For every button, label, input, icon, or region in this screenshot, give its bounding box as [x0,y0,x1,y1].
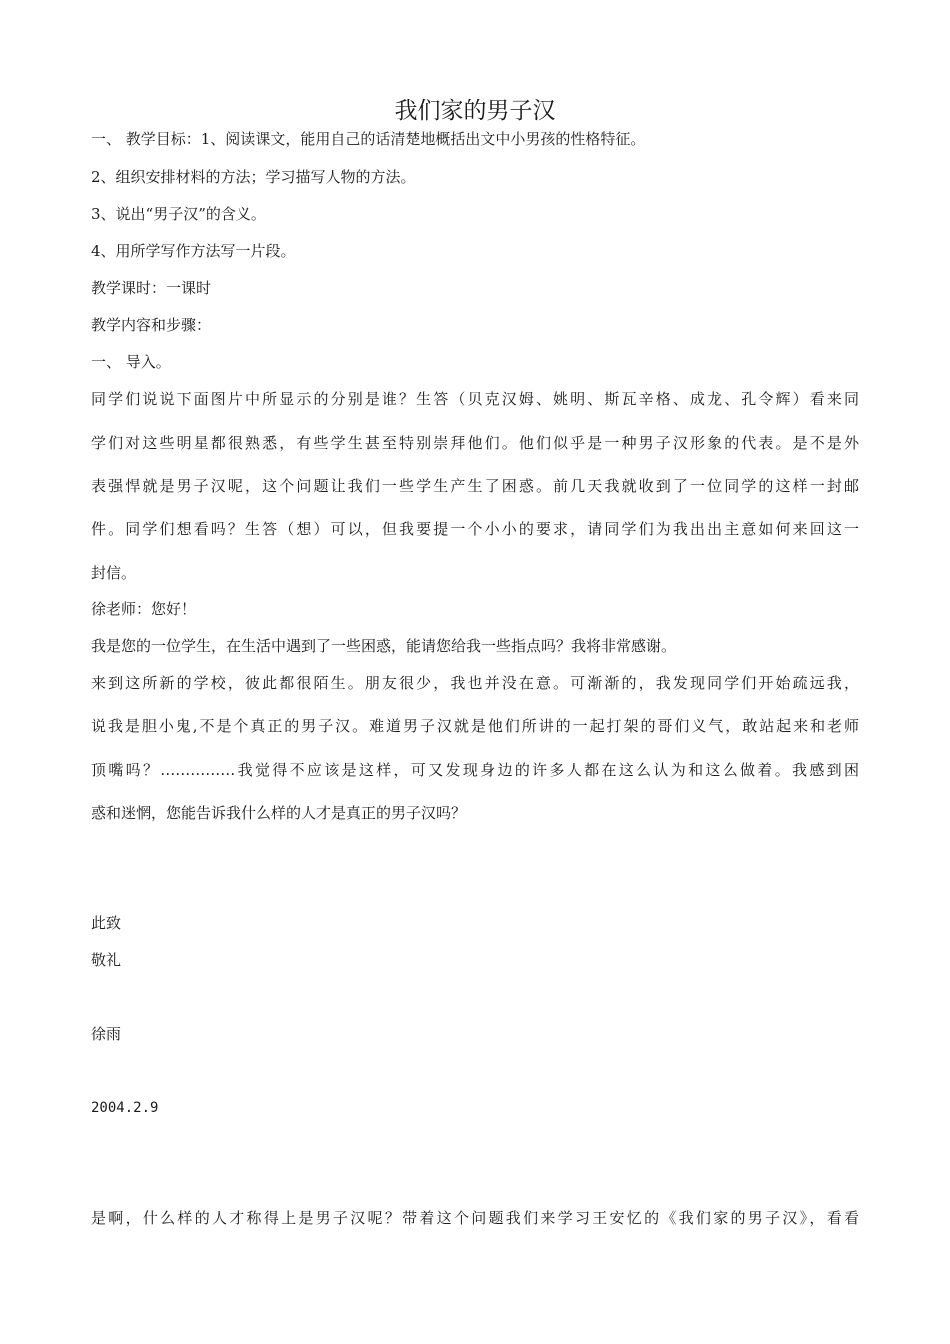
final-paragraph-line: 是啊，什么样的人才称得上是男子汉呢？带着这个问题我们来学习王安忆的《我们家的男子汉》，看看 [91,1209,859,1227]
letter-signature: 徐雨 [91,1025,122,1043]
objective-line-1: 一、 教学目标：1、阅读课文，能用自己的话清楚地概括出文中小男孩的性格特征。 [91,130,646,148]
letter-closing-1: 此致 [91,914,122,932]
objective-line-2: 2、组织安排材料的方法；学习描写人物的方法。 [91,168,416,186]
letter-body-line-1: 来到这所新的学校，彼此都很陌生。朋友很少，我也并没在意。可渐渐的，我发现同学们开始疏远我， [91,674,859,692]
letter-body-line-4: 惑和迷惘，您能告诉我什么样的人才是真正的男子汉吗？ [91,804,467,822]
intro-line-2: 学们对这些明星都很熟悉，有些学生甚至特别崇拜他们。他们似乎是一种男子汉形象的代表。是不是外 [91,434,859,452]
letter-body-line-3: 顶嘴吗？……………我觉得不应该是这样，可又发现身边的许多人都在这么认为和这么做着。我感到困 [91,761,859,779]
letter-closing-2: 敬礼 [91,951,122,969]
intro-line-5: 封信。 [91,564,137,582]
intro-line-1: 同学们说说下面图片中所显示的分别是谁？生答（贝克汉姆、姚明、斯瓦辛格、成龙、孔令辉）看来同 [91,390,859,408]
document-title: 我们家的男子汉 [394,98,556,124]
letter-greeting: 徐老师：您好！ [91,600,197,618]
intro-line-3: 表强悍就是男子汉呢，这个问题让我们一些学生产生了困惑。前几天我就收到了一位同学的这样一封邮 [91,477,859,495]
letter-line-1: 我是您的一位学生，在生活中遇到了一些困惑，能请您给我一些指点吗？我将非常感谢。 [91,637,677,655]
objective-line-4: 4、用所学写作方法写一片段。 [91,242,296,260]
step-one-heading: 一、 导入。 [91,353,171,371]
letter-body-line-2: 说我是胆小鬼,不是个真正的男子汉。难道男子汉就是他们所讲的一起打架的哥们义气，敢站起来和老师 [91,717,859,735]
content-heading: 教学内容和步骤： [91,316,212,334]
intro-line-4: 件。同学们想看吗？生答（想）可以，但我要提一个小小的要求，请同学们为我出出主意如何来回这一 [91,520,859,538]
objective-line-3: 3、说出“男子汉”的含义。 [91,205,266,223]
letter-date: 2004.2.9 [91,1100,159,1116]
class-hours: 教学课时：一课时 [91,279,212,297]
